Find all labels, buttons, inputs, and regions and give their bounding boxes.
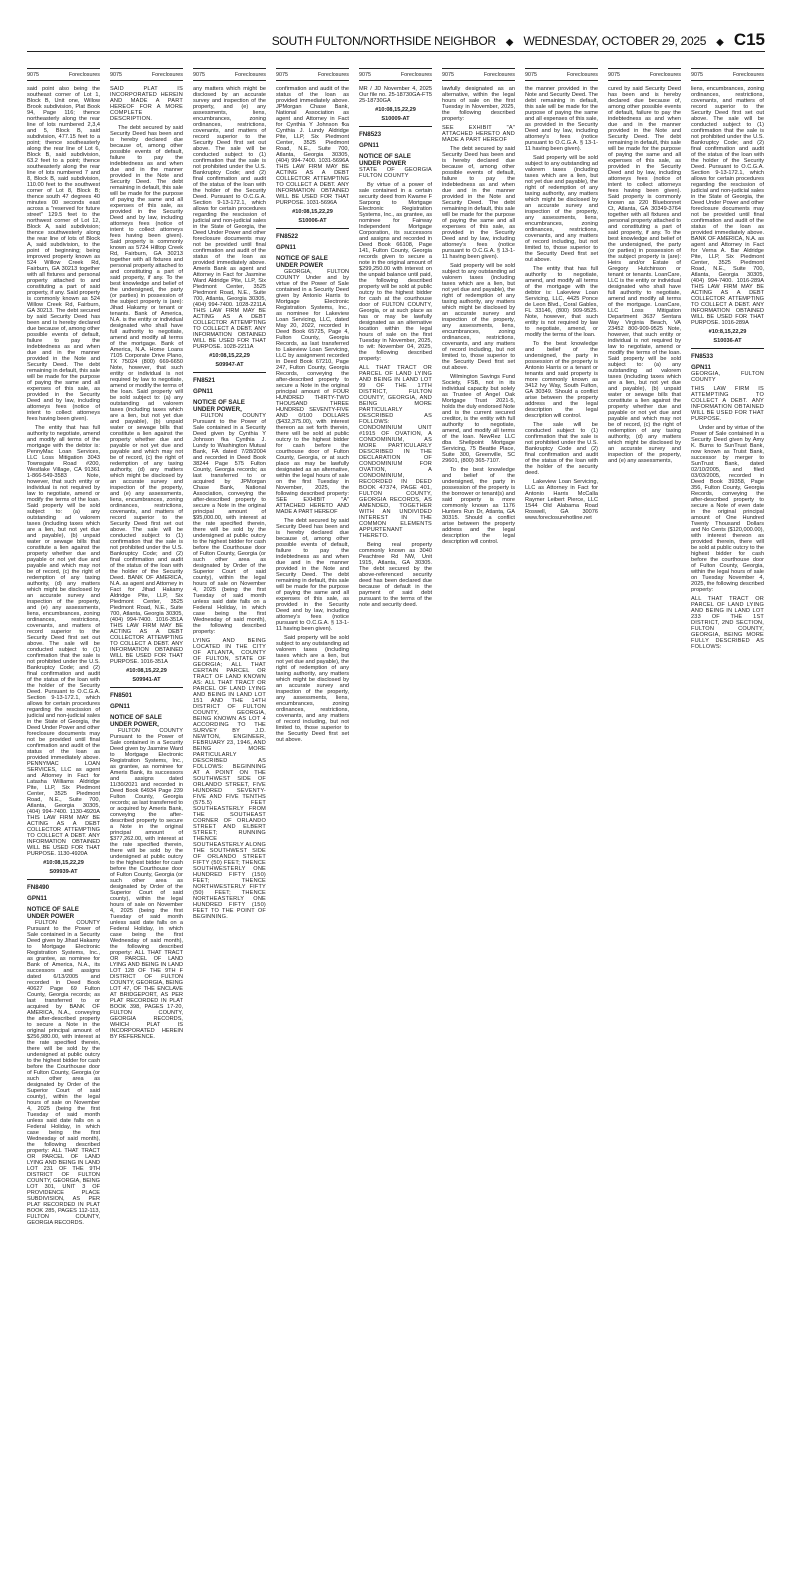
notice-text: The sale will be conducted subject to (1) confirmation that the sale is not prohibited under the U.S. Bankruptcy Code and (2) final confirmation and audit of the status of the loan with the holder of the security deed. [525, 422, 598, 476]
notice-heading: NOTICE OF SALE UNDER POWER [276, 255, 328, 269]
notice-heading: FN8533 [691, 353, 714, 360]
notice-legal-description: ALL THAT TRACT OR PARCEL OF LAND LYING AND BEING IN LAND LOT 233 OF THE 1ST DISTRICT, 2ND SECTION, FULTON COUNTY, GEORGIA, BEING MORE FULLY DESCRIBED AS FOLLOWS: [691, 596, 764, 650]
section-name: Foreclosures [400, 71, 432, 78]
notice-text: FULTON COUNTY Pursuant to the Power of Sale contained in a Security Deed given by Jihad Hakamy to Mortgage Electronic Registration Systems, Inc., as grantee, as nominee for Bank of America, N.A., its successors and assigns dated 6/13/2005 and recorded in Deed Book 40627 Page 69 Fulton County, Georgia records; as last transferred to or acquired by BANK OF AMERICA, N.A., conveying the after-described property to secure a Note in the original principal amount of $256,980.00, with interest at the rate specified therein, there will be sold by the undersigned at public outcry to the highest bidder for cash before the Courthouse door of Fulton County, Georgia (or such other area as designated by Order of the Superior Court of said county), within the legal hours of sale on November 4, 2025 (being the first Tuesday of said month unless said date falls on a Federal Holiday, in which case being the first Wednesday of said month), the following described property: ALL THAT TRACT OR PARCEL OF LAND LYING AND BEING IN LAND LOT 231 OF THE 9TH DISTRICT OF FULTON COUNTY, GEORGIA, BEING LOT 301, UNIT 3 OF PROVIDENCE PLACE SUBDIVISION, AS PER PLAT RECORDED IN PLAT BOOK 285, PAGES 112-113, FULTON COUNTY, GEORGIA RECORDS. [27, 920, 100, 1226]
section-name: Foreclosures [151, 71, 183, 78]
notice-text: cured by said Security Deed has been and is hereby declared due because of, among other possible events of default, failure to pay the indebtedness as and when due and in the manner provided in the Note and Security Deed. The debt remaining in default, this sale will be made for the purpose of paying the same and all expenses of this sale, as provided in the Security Deed and by law, including attorneys fees (notice of intent to collect attorneys fees having been given). Said property is commonly known as 220 Bluebonnet Ct, Atlanta, GA 30349-3764 together with all fixtures and personal property attached to and constituting a part of said property, if any. To the best knowledge and belief of the undersigned, the party (or parties) in possession of the subject property is (are): Heirs and/or Estate of Gregory Hutchinson or tenant or tenants. LoanCare, LLC is the entity or individual designated who shall have full authority to negotiate, amend and modify all terms of the mortgage. LoanCare, LLC Loss Mitigation Department 3637 Sentara Way Virginia Beach, VA 23452 800-909-9525 Note, however, that such entity or individual is not required by law to negotiate, amend or modify the terms of the loan. Said property will be sold subject to: (a) any outstanding ad valorem taxes (including taxes which are a lien, but not yet due and payable), (b) unpaid water or sewage bills that constitute a lien against the property whether due and payable or not yet due and payable and which may not be of record, (c) the right of redemption of any taxing authority, (d) any matters which might be disclosed by an accurate survey and inspection of the property, and (e) any assessments, [608, 86, 681, 464]
section-code: 9075 [27, 71, 39, 78]
notice-text: confirmation and audit of the status of the loan as provided immediately above. JPMorgan Chase Bank, National Association as agent and Attorney in Fact for Cynthia Y Johnson fka Cynthia J. Lundy Aldridge Pite, LLP, Six Piedmont Center, 3525 Piedmont Road, N.E., Suite 700, Atlanta, Georgia 30305, (404) 994-7400. 1031-5696A THIS LAW FIRM MAY BE ACTING AS A DEBT COLLECTOR ATTEMPTING TO COLLECT A DEBT. ANY INFORMATION OBTAINED WILL BE USED FOR THAT PURPOSE. 1031-5696A [276, 86, 349, 206]
notice-divider [359, 126, 432, 127]
section-name: Foreclosures [68, 71, 100, 78]
column-header [691, 68, 764, 81]
notice-text: The debt secured by said Security Deed has been and is hereby declared due because of, among other possible events of default, failure to pay the indebtedness as and when due and in the manner provided in the Note and Security Deed. The debt remaining in default, this sale will be made for the purpose of paying the same and all expenses of this sale, as provided in the Security Deed and by law, including attorney's fees (notice pursuant to O.C.G.A. § 13-1-11 having been given). [442, 146, 515, 260]
diamond-icon: ◆ [505, 37, 514, 48]
column-header [110, 68, 183, 81]
notice-heading: FN8522 [276, 233, 299, 240]
notice-text: FULTON COUNTY Pursuant to the Power of Sale contained in a Security Deed given by Jasmine Ward to Mortgage Electronic Registration Systems, Inc., as grantee, as nominee for Ameris Bank, its successors and assigns dated 11/30/2021 and recorded in Deed Book 64934 Page 239 Fulton County, Georgia records; as last transferred to or acquired by Ameris Bank, conveying the after-described property to secure a Note in the original principal amount of $377,262.00, with interest at the rate specified therein, there will be sold by the undersigned at public outcry to the highest bidder for cash before the Courthouse door of Fulton County, Georgia (or such other area as designated by Order of the Superior Court of said county), within the legal hours of sale on November 4, 2025 (being the first Tuesday of said month unless said date falls on a Federal Holiday, in which case being the first Wednesday of said month), the following described property: ALL THAT TRACT OR PARCEL OF LAND LYING AND BEING IN LAND LOT 128 OF THE 9TH F DISTRICT OF FULTON COUNTY, GEORGIA, BEING LOT 47, OF THE ENCLAVE AT BRIDGEPORT, AS PER PLAT RECORDED IN PLAT BOOK 398, PAGES 17-20, FULTON COUNTY, GEORGIA RECORDS, WHICH PLAT IS INCORPORATED HEREIN BY REFERENCE. [110, 728, 183, 1040]
notice-reference: S10036-AT [713, 338, 742, 344]
page-number: C15 [733, 30, 765, 49]
newspaper-name: SOUTH FULTON/NORTHSIDE NEIGHBOR [271, 34, 496, 48]
notice-divider [193, 372, 266, 373]
masthead [272, 30, 765, 50]
notice-column [27, 68, 100, 1584]
column-header [193, 68, 266, 81]
section-name: Foreclosures [234, 71, 266, 78]
notice-column [442, 68, 515, 1584]
notice-text: liens, encumbrances, zoning ordinances, restrictions, covenants, and matters of record superior to the Security Deed first set out above. The sale will be conducted subject to (1) confirmation that the sale is not prohibited under the U.S. Bankruptcy Code; and (2) final confirmation and audit of the status of the loan with the holder of the Security Deed. Pursuant to O.C.G.A. Section 9-13-172.1, which allows for certain procedures regarding the rescission of judicial and non-judicial sales in the State of Georgia, the Deed Under Power and other foreclosure documents may not be provided until final confirmation and audit of the status of the loan as provided immediately above. BANK OF AMERICA, N.A. as agent and Attorney in Fact for Verna A. Bar Aldridge Pite, LLP, Six Piedmont Center, 3525 Piedmont Road, N.E., Suite 700, Atlanta, Georgia 30305, (404) 994-7400. 1016-289A THIS LAW FIRM MAY BE ACTING AS A DEBT COLLECTOR ATTEMPTING TO COLLECT A DEBT. ANY INFORMATION OBTAINED WILL BE USED FOR THAT PURPOSE. 1016-289A [691, 86, 764, 326]
notice-heading: GPN11 [276, 244, 296, 251]
notice-text: To the best knowledge and belief of the undersigned, the party in possession of the property is the borrower or tenant(s) and said property is more commonly known as 1176 Hunters Run Dr, Atlanta, GA 30315. Should a conflict arise between the property address and the legal description the legal description will control. [442, 467, 515, 545]
section-name: Foreclosures [483, 71, 515, 78]
notice-text: Said property will be sold subject to any outstanding ad valorem taxes (including taxes which are a lien, but not yet due and payable), the right of redemption of any taxing authority, any matters which might be disclosed by an accurate survey and inspection of the property, any assessments, liens, encumbrances, zoning ordinances, restrictions, covenants, and any matters of record including, but not limited to, those superior to the Security Deed first set out above. [525, 155, 598, 263]
column-header [359, 68, 432, 81]
notice-heading: NOTICE OF SALE UNDER POWER, [193, 399, 245, 413]
notice-reference: S09941-AT [132, 677, 161, 683]
notice-legal-description: THIS LAW FIRM IS ATTEMPTING TO COLLECT A DEBT. ANY INFORMATION OBTAINED WILL BE USED FOR THAT PURPOSE. [691, 386, 764, 422]
notice-heading: FN8490 [27, 884, 50, 891]
notice-text: To the best knowledge and belief of the undersigned, the party in possession of the property is Antonio Harris or a tenant or tenants and said property is more commonly known as 3412 Ivy Way, South Fulton, GA 30349. Should a conflict arise between the property address and the legal description the legal description will control. [525, 341, 598, 419]
notice-column [691, 68, 764, 1584]
section-code: 9075 [359, 71, 371, 78]
notice-text: lawfully designated as an alternative, within the legal hours of sale on the first Tuesday in November, 2025, the following described property: [442, 86, 515, 122]
notice-heading: NOTICE OF SALE UNDER POWER, [110, 714, 162, 728]
notice-heading: FN8523 [359, 131, 382, 138]
section-name: Foreclosures [317, 71, 349, 78]
notice-heading: GPN11 [193, 388, 213, 395]
notice-column [110, 68, 183, 1584]
section-code: 9075 [608, 71, 620, 78]
notice-heading: GPN11 [359, 142, 379, 149]
notice-text: GEORGIA, FULTON COUNTY Under and by virtue of the Power of Sale contained in a Security Deed given by Antonio Harris to Mortgage Electronic Registration Systems, Inc., as nominee for Lakeview Loan Servicing, LLC, dated May 20, 2022, recorded in Deed Book 65725, Page 4, Fulton County, Georgia Records, as last transferred to Lakeview Loan Servicing, LLC by assignment recorded in Deed Book 67210, Page 247, Fulton County, Georgia Records, conveying the after-described property to secure a Note in the original principal amount of FOUR HUNDRED THIRTY-TWO THOUSAND THREE HUNDRED SEVENTY-FIVE AND 0/100 DOLLARS ($432,375.00), with interest thereon as set forth therein, there will be sold at public outcry to the highest bidder for cash before the courthouse door of Fulton County, Georgia, or at such place as may be lawfully designated as an alternative, within the legal hours of sale on the first Tuesday in November, 2025, the following described property: SEE EXHIBIT "A" ATTACHED HERETO AND MADE A PART HEREOF [276, 269, 349, 515]
notice-heading: GPN11 [110, 703, 130, 710]
notice-reference: S10006-AT [298, 218, 327, 224]
notice-heading: GPN11 [27, 895, 47, 902]
notice-text: said point also being the southeast corner of Lot 1, Block B, Unit one, Willow Brook subdivision, Plat Book 94, Page 116; thence northeasterly along the rear line of lots numbered 2,3,4 and 5, Block B, said subdivision, 477.15 feet to a point; thence southeasterly along the rear line of Lot 6, Block B, said subdivision, 63.2 feet to a point; thence southeasterly along the rear line of lots numbered 7 and 8, Block B, said subdivision, 110.00 feet to the southwest corner of Lot 8, Block B; thence south 47 degrees 40 minutes 00 seconds east across a "reserved for future street" 129.5 feet to the northwest corner of Lot 12, Block A, said subdivision; thence southwesterly along the rear line of lots of Block A, said subdivision, to the point of beginning; being improved property known as 524 Willow Creek Rd, Fairburn, GA 30213 together with all fixtures and personal property attached to and constituting a part of said property, if any. Said property is commonly known as 524 Willow Creek Rd, Fairburn, GA 30213. The debt secured by said Security Deed has been and is hereby declared due because of, among other possible events of default, failure to pay the indebtedness as and when due and in the manner provided in the Note and Security Deed. The debt remaining in default, this sale will be made for the purpose of paying the same and all expenses of this sale, as provided in the Security Deed and by law, including attorneys fees (notice of intent to collect attorneys fees having been given). [27, 86, 100, 422]
column-header [442, 68, 515, 81]
diamond-icon: ◆ [716, 37, 724, 48]
notice-text: MR / JD November 4, 2025 Our file no. 25-18730GA-FT5 25-18730GA [359, 86, 432, 104]
section-code: 9075 [276, 71, 288, 78]
section-code: 9075 [691, 71, 703, 78]
notice-text: By virtue of a power of sale contained in a certain security deed from Kwame F Sarpong to Mortgage Electronic Registration Systems, Inc., as grantee, as nominee for Fairway Independent Mortgage Corporation, its successors and assigns and recorded in Deed Book 66108, Page 141, Fulton County, Georgia records given to secure a note in the original amount of $299,250.00 with interest on the unpaid balance until paid, the following described property will be sold at public outcry to the highest bidder for cash at the courthouse door of FULTON COUNTY, Georgia, or at such place as has or may be lawfully designated as an alternative location within the legal hours of sale on the first Tuesday in November, 2025, to wit: November 04, 2025, the following described property: [359, 182, 432, 362]
notice-text: The entity that has full authority to negotiate, amend, and modify all terms of the mortgage with the debtor is: Lakeview Loan Servicing, LLC, 4425 Ponce de Leon Blvd., Coral Gables, FL 33146, (800) 909-9525. Note, however, that such entity is not required by law to negotiate, amend, or modify the terms of the loan. [525, 266, 598, 338]
section-name: Foreclosures [732, 71, 764, 78]
notice-reference: S09939-AT [49, 869, 78, 875]
section-code: 9075 [110, 71, 122, 78]
notice-heading: NOTICE OF SALE UNDER POWER [359, 153, 411, 167]
notice-legal-description: SAID PLAT IS INCORPORATED HEREIN AND MADE A PART HEREOF FOR A MORE COMPLETE DESCRIPTION. [110, 86, 183, 122]
notice-reference: S09947-AT [215, 362, 244, 368]
notice-column [608, 68, 681, 1584]
column-header [276, 68, 349, 81]
notice-column [193, 68, 266, 1584]
notice-column [525, 68, 598, 1584]
notice-reference: #10:08,15,22,29 [375, 107, 416, 113]
notice-divider [27, 879, 100, 880]
notice-column [276, 68, 349, 1584]
notice-text: Lakeview Loan Servicing, LLC as Attorney in Fact for Antonio Harris McCalla Raymer Leibert Pierce, LLC 1544 Old Alabama Road Roswell, GA 30076 www.foreclosurehotline.net [525, 479, 598, 521]
notice-reference: #10:8,15,22,29 [708, 329, 747, 335]
notice-legal-description: GEORGIA, FULTON COUNTY [691, 371, 764, 383]
section-code: 9075 [442, 71, 454, 78]
column-header [608, 68, 681, 81]
notice-text: Under and by virtue of the Power of Sale contained in a Security Deed given by Amy K. Burns to SunTrust Bank, now known as Truist Bank, successor by merger to SunTrust Bank, dated 02/10/2005, and filed 03/03/2005, recorded in Deed Book 39358, Page 356, Fulton County, Georgia Records, conveying the after-described property to secure a Note of even date in the original principal amount of One Hundred Twenty Thousand Dollars and No Cents ($120,000.00), with interest thereon as provided therein, there will be sold at public outcry to the highest bidder for cash before the courthouse door of Fulton County, Georgia, within the legal hours of sale on Tuesday November 4, 2025, the following described property: [691, 425, 764, 593]
section-code: 9075 [193, 71, 205, 78]
notice-text: Said property will be sold subject to any outstanding ad valorem taxes (including taxes which are a lien, but not yet due and payable), the right of redemption of any taxing authority, any matters which might be disclosed by an accurate survey and inspection of the property, any assessments, liens, encumbrances, zoning ordinances, restrictions, covenants, and any matters of record including, but not limited to, those superior to the Security Deed first set out above. [276, 635, 349, 743]
issue-date: WEDNESDAY, OCTOBER 29, 2025 [523, 34, 707, 48]
notice-heading: FN8521 [193, 377, 216, 384]
notice-text: the manner provided in the Note and Security Deed. The debt remaining in default, this sale will be made for the purpose of paying the same and all expenses of this sale, as provided in the Security Deed and by law, including attorney's fees (notice pursuant to O.C.G.A. § 13-1-11 having been given). [525, 86, 598, 152]
notice-divider [691, 348, 764, 349]
notice-text: The debt secured by said Security Deed has been and is hereby declared due because of, among other possible events of default, failure to pay the indebtedness as and when due and in the manner provided in the Note and Security Deed. The debt remaining in default, this sale will be made for the purpose of paying the same and all expenses of this sale, as provided in the Security Deed and by law, including attorney's fees (notice pursuant to O.C.G.A. § 13-1-11 having been given). [276, 518, 349, 632]
notice-legal-description: SEE EXHIBIT "A" ATTACHED HERETO AND MADE A PART HEREOF [442, 125, 515, 143]
notice-reference: #10:08,15,22,29 [292, 209, 333, 215]
notice-text: Wilmington Savings Fund Society, FSB, not in its individual capacity but solely as Trustee of Angel Oak Mortgage Trust 2021-5, holds the duly endorsed Note and is the current secured creditor, is the entity with full authority to negotiate, amend, and modify all terms of the loan. NewRez LLC dba Shellpoint Mortgage Servicing, 75 Beattie Place, Suite 300, Greenville, SC 29601, (800) 365-7107. [442, 374, 515, 464]
notice-text: any matters which might be disclosed by an accurate survey and inspection of the property, and (e) any assessments, liens, encumbrances, zoning ordinances, restrictions, covenants, and matters of record superior to the Security Deed first set out above. The sale will be conducted subject to (1) confirmation that the sale is not prohibited under the U.S. Bankruptcy Code; and (2) final confirmation and audit of the status of the loan with the holder of the Security Deed. Pursuant to O.C.G.A. Section 9-13-172.1, which allows for certain procedures regarding the rescission of judicial and non-judicial sales in the State of Georgia, the Deed Under Power and other foreclosure documents may not be provided until final confirmation and audit of the status of the loan as provided immediately above. Ameris Bank as agent and Attorney in Fact for Jasmine Ward Aldridge Pite, LLP, Six Piedmont Center, 3525 Piedmont Road, N.E., Suite 700, Atlanta, Georgia 30305, (404) 994-7400. 1028-2211A THIS LAW FIRM MAY BE ACTING AS A DEBT COLLECTOR ATTEMPTING TO COLLECT A DEBT. ANY INFORMATION OBTAINED WILL BE USED FOR THAT PURPOSE. 1028-2211A [193, 86, 266, 350]
column-header [525, 68, 598, 81]
notice-text: Said property will be sold subject to any outstanding ad valorem taxes (including taxes which are a lien, but not yet due and payable), the right of redemption of any taxing authority, any matters which might be disclosed by an accurate survey and inspection of the property, any assessments, liens, encumbrances, zoning ordinances, restrictions, covenants, and any matters of record including, but not limited to, those superior to the Security Deed first set out above. [442, 263, 515, 371]
notice-legal-description: ALL THAT TRACT OR PARCEL OF LAND LYING AND BEING IN LAND LOT 99 OF THE 17TH DISTRICT, FULTON COUNTY, GEORGIA, AND BEING MORE PARTICULARLY DESCRIBED AS FOLLOWS: CONDOMINIUM UNIT #1915 OF OVATION, A CONDOMINIUM, AS MORE PARTICULARLY DESCRIBED IN THE DECLARATION OF CONDOMINIUM FOR OVATION, A CONDOMINIUM, RECORDED IN DEED BOOK 47374, PAGE 401, FULTON COUNTY, GEORGIA RECORDS, AS AMENDED, TOGETHER WITH AN UNDIVIDED INTEREST IN THE COMMON ELEMENTS APPURTENANT THERETO. [359, 365, 432, 539]
notice-legal-description: STATE OF GEORGIA FULTON COUNTY [359, 167, 432, 179]
masthead-rule [27, 51, 765, 52]
section-code: 9075 [525, 71, 537, 78]
notice-heading: NOTICE OF SALE UNDER POWER [27, 906, 79, 920]
notice-divider [276, 228, 349, 229]
notice-text: The debt secured by said Security Deed has been and is hereby declared due because of, among other possible events of default, failure to pay the indebtedness as and when due and in the manner provided in the Note and Security Deed. The debt remaining in default, this sale will be made for the purpose of paying the same and all expenses of this sale, as provided in the Security Deed and by law, including attorneys fees (notice of intent to collect attorneys fees having been given). Said property is commonly known as 5724 Hilltop Creek Rd, Fairburn, GA 30213 together with all fixtures and personal property attached to and constituting a part of said property, if any. To the best knowledge and belief of the undersigned, the party (or parties) in possession of the subject property is (are): Jihad Hakamy or tenant or tenants. Bank of America, N.A. is the entity or individual designated who shall have full authority to negotiate, amend and modify all terms of the mortgage. Bank of America, N.A. Home Loans 7105 Corporate Drive Plano, TX 75024 (800) 669-6650 Note, however, that such entity or individual is not required by law to negotiate, amend or modify the terms of the loan. Said property will be sold subject to: (a) any outstanding ad valorem taxes (including taxes which are a lien, but not yet due and payable), (b) unpaid water or sewage bills that constitute a lien against the property whether due and payable or not yet due and payable and which may not be of record, (c) the right of redemption of any taxing authority, (d) any matters which might be disclosed by an accurate survey and inspection of the property, and (e) any assessments, liens, encumbrances, zoning ordinances, restrictions, covenants, and matters of record superior to the Security Deed first set out above. The sale will be conducted subject to (1) confirmation that the sale is not prohibited under the U.S. Bankruptcy Code; and (2) final confirmation and audit of the status of the loan with the holder of the Security Deed. BANK OF AMERICA, N.A. as agent and Attorney in Fact for Jihad Hakamy Aldridge Pite, LLP, Six Piedmont Center, 3525 Piedmont Road, N.E., Suite 700, Atlanta, Georgia 30305, (404) 994-7400. 1016-351A THIS LAW FIRM MAY BE ACTING AS A DEBT COLLECTOR ATTEMPTING TO COLLECT A DEBT. ANY INFORMATION OBTAINED WILL BE USED FOR THAT PURPOSE. 1016-351A [110, 125, 183, 665]
notice-text: Being real property commonly known as 3040 Peachtree Rd NW, Unit 1915, Atlanta, GA 30305. The debt secured by the above-referenced security deed has been declared due because of default in the payment of said debt pursuant to the terms of the note and security deed. [359, 542, 432, 608]
notice-divider [110, 687, 183, 688]
notice-reference: S10009-AT [381, 116, 410, 122]
notice-text: The entity that has full authority to negotiate, amend and modify all terms of the mortgage with the debtor is: PennyMac Loan Services, LLC Loss Mitigation 3043 Townsgate Road #200, Westlake Village, CA 91361 1-866-549-3583 Note, however, that such entity or individual is not required by law to negotiate, amend or modify the terms of the loan. Said property will be sold subject to: (a) any outstanding ad valorem taxes (including taxes which are a lien, but not yet due and payable), (b) unpaid water or sewage bills that constitute a lien against the property whether due and payable or not yet due and payable and which may not be of record, (c) the right of redemption of any taxing authority, (d) any matters which might be disclosed by an accurate survey and inspection of the property, and (e) any assessments, liens, encumbrances, zoning ordinances, restrictions, covenants, and matters of record superior to the Security Deed first set out above. The sale will be conducted subject to (1) confirmation that the sale is not prohibited under the U.S. Bankruptcy Code; and (2) final confirmation and audit of the status of the loan with the holder of the Security Deed. Pursuant to O.C.G.A. Section 9-13-172.1, which allows for certain procedures regarding the rescission of judicial and non-judicial sales in the State of Georgia, the Deed Under Power and other foreclosure documents may not be provided until final confirmation and audit of the status of the loan as provided immediately above. PENNYMAC LOAN SERVICES, LLC as agent and Attorney in Fact for Latasha Williams Aldridge Pite, LLP, Six Piedmont Center, 3525 Piedmont Road, N.E., Suite 700, Atlanta, Georgia 30305, (404) 994-7400. 1130-4920A THIS LAW FIRM MAY BE ACTING AS A DEBT COLLECTOR ATTEMPTING TO COLLECT A DEBT. ANY INFORMATION OBTAINED WILL BE USED FOR THAT PURPOSE. 1130-4920A [27, 425, 100, 857]
notice-heading: GPN11 [691, 364, 711, 371]
notice-reference: #10:08,15,22,29 [209, 353, 250, 359]
section-name: Foreclosures [649, 71, 681, 78]
notice-reference: #10:08,15,22,29 [126, 668, 167, 674]
notice-heading: FN8501 [110, 692, 133, 699]
notice-legal-description: LYING AND BEING LOCATED IN THE CITY OF ATLANTA, COUNTY OF FULTON, STATE OF GEORGIA; ALL THAT CERTAIN PARCEL OR TRACT OF LAND KNOWN AS: ALL THAT TRACT OR PARCEL OF LAND LYING AND BEING IN LAND LOT 151 AND THE 14TH DISTRICT OF FULTON COUNTY, GEORGIA, BEING KNOWN AS LOT 4 ACCORDING TO THE SURVEY BY J.D. NEWTON, ENGINEER, FEBRUARY 23, 1946, AND BEING MORE PARTICULARLY DESCRIBED AS FOLLOWS: BEGINNING AT A POINT ON THE SOUTHWEST SIDE OF ORLANDO STREET, FIVE HUNDRED SEVENTY-FIVE AND FIVE TENTHS (575.5) FEET SOUTHEASTERLY FROM THE SOUTHEAST CORNER OF ORLANDO STREET AND ELBERT STREET; RUNNING THENCE SOUTHEASTERLY ALONG THE SOUTHWEST SIDE OF ORLANDO STREET FIFTY (50) FEET; THENCE SOUTHWESTERLY ONE HUNDRED FIFTY (150) FEET; THENCE NORTHWESTERLY FIFTY (50) FEET; THENCE NORTHEASTERLY ONE HUNDRED FIFTY (150) FEET TO THE POINT OF BEGINNING. [193, 638, 266, 920]
notice-column [359, 68, 432, 1584]
notice-reference: #10:08,15,22,29 [43, 860, 84, 866]
column-header [27, 68, 100, 81]
section-name: Foreclosures [566, 71, 598, 78]
notice-text: FULTON COUNTY Pursuant to the Power of Sale contained in a Security Deed given by Cynthia Y Johnson fka Cynthia J. Lundy to Washington Mutual Bank, FA dated 7/28/2004 and recorded in Deed Book 38244 Page 575 Fulton County, Georgia records; as last transferred to or acquired by JPMorgan Chase Bank, National Association, conveying the after-described property to secure a Note in the original principal amount of $95,000.00, with interest at the rate specified therein, there will be sold by the undersigned at public outcry to the highest bidder for cash before the Courthouse door of Fulton County, Georgia (or such other area as designated by Order of the Superior Court of said county), within the legal hours of sale on November 4, 2025 (being the first Tuesday of said month unless said date falls on a Federal Holiday, in which case being the first Wednesday of said month), the following described property: [193, 413, 266, 635]
